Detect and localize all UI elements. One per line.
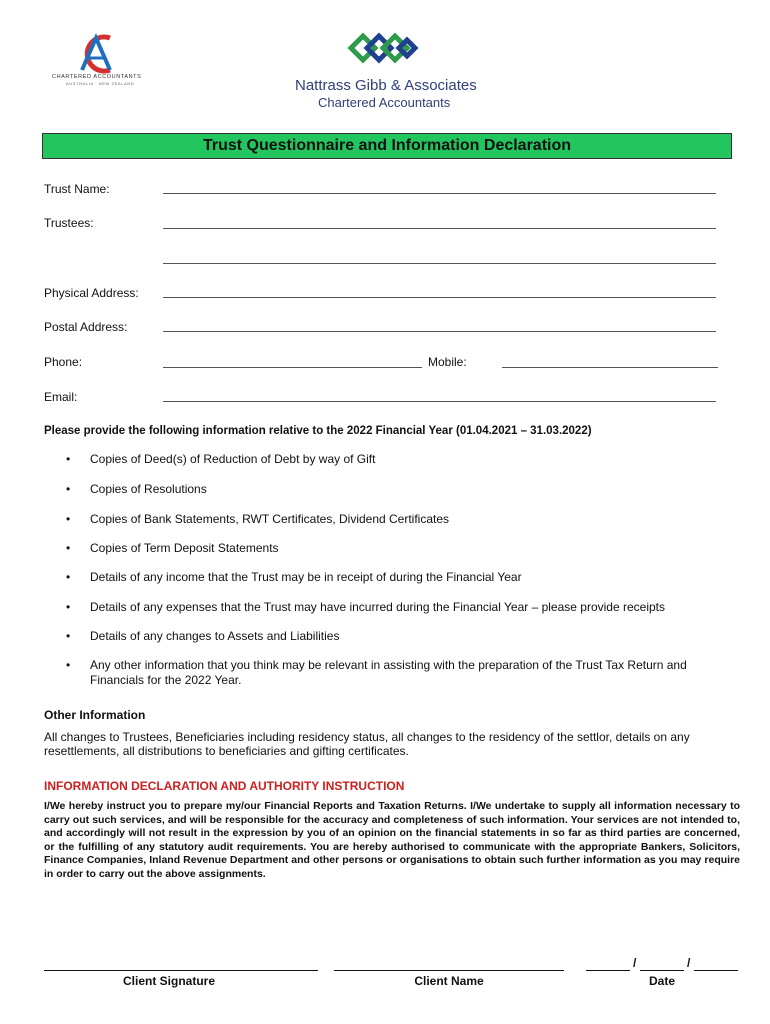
trustees-label: Trustees:: [44, 216, 94, 230]
list-item: Copies of Term Deposit Statements: [90, 541, 279, 555]
mobile-label: Mobile:: [428, 355, 467, 369]
postal-address-field[interactable]: [163, 331, 716, 332]
bullet-icon: •: [66, 658, 71, 672]
phone-label: Phone:: [44, 355, 83, 369]
request-heading: Please provide the following information relative to the 2022 Financial Year (01.04.2021 – 31.03.2022): [44, 425, 592, 437]
email-field[interactable]: [163, 401, 716, 402]
list-item: Copies of Deed(s) of Reduction of Debt by way of Gift: [90, 452, 376, 466]
bullet-icon: •: [66, 512, 71, 526]
email-label: Email:: [44, 390, 78, 404]
client-name-field[interactable]: [334, 970, 564, 971]
date-day-field[interactable]: [586, 970, 630, 971]
page-title: Trust Questionnaire and Information Declaration: [42, 133, 732, 159]
client-name-label: Client Name: [414, 974, 484, 988]
mobile-field[interactable]: [502, 367, 718, 368]
list-item: Details of any expenses that the Trust may have incurred during the Financial Year – please provide receipts: [90, 600, 665, 614]
interlocking-diamonds-icon: [345, 28, 421, 68]
ca-logo-name: CHARTERED ACCOUNTANTS: [52, 74, 142, 80]
bullet-icon: •: [66, 629, 71, 643]
declaration-text: I/We hereby instruct you to prepare my/our Financial Reports and Taxation Returns. I/We undertake to supply all information necessary to carry out such services, and will be responsible for the accuracy and completeness of such information. Your services are not intended to, and accordingly will not result in the expression by you of an opinion on the financial statements in so far as third parties are concerned, or the fulfilling of any statutory audit requirements. You are hereby authorised to communicate with the appropriate Bankers, Solicitors, Finance Companies, Inland Revenue Department and other persons or organisations to obtain such further information as you may require in order to carry out the above assignments.: [44, 800, 740, 880]
physical-address-label: Physical Address:: [44, 286, 139, 300]
bullet-icon: •: [66, 452, 71, 466]
physical-address-field[interactable]: [163, 297, 716, 298]
list-item: Copies of Resolutions: [90, 482, 207, 496]
date-label: Date: [648, 974, 675, 988]
trust-name-field[interactable]: [163, 193, 716, 194]
date-year-field[interactable]: [694, 970, 738, 971]
date-separator: /: [687, 956, 691, 970]
trust-name-label: Trust Name:: [44, 182, 110, 196]
list-item: Any other information that you think may be relevant in assisting with the preparation of the Trust Tax Return and Financials for the 2022 Year.: [90, 658, 687, 687]
firm-name: Nattrass Gibb & Associates: [295, 77, 477, 94]
firm-subtitle: Chartered Accountants: [318, 95, 451, 110]
other-info-heading: Other Information: [44, 708, 146, 722]
list-item: Details of any changes to Assets and Liabilities: [90, 629, 340, 643]
other-info-text: All changes to Trustees, Beneficiaries including residency status, all changes to the residency of the settlor, details on any resettlements, all distributions to beneficiaries and gifting certificates.: [44, 730, 690, 758]
bullet-icon: •: [66, 541, 71, 555]
bullet-icon: •: [66, 600, 71, 614]
ca-logo-region: AUSTRALIA · NEW ZEALAND: [66, 81, 135, 86]
list-item: Details of any income that the Trust may be in receipt of during the Financial Year: [90, 570, 522, 584]
client-signature-label: Client Signature: [122, 974, 215, 988]
postal-address-label: Postal Address:: [44, 320, 128, 334]
declaration-heading: INFORMATION DECLARATION AND AUTHORITY INSTRUCTION: [44, 779, 405, 793]
bullet-icon: •: [66, 482, 71, 496]
date-separator: /: [633, 956, 637, 970]
client-signature-field[interactable]: [44, 970, 318, 971]
date-month-field[interactable]: [640, 970, 684, 971]
trustees-field-2[interactable]: [163, 263, 716, 264]
bullet-icon: •: [66, 570, 71, 584]
phone-field[interactable]: [163, 367, 422, 368]
list-item: Copies of Bank Statements, RWT Certificates, Dividend Certificates: [90, 512, 450, 526]
trustees-field[interactable]: [163, 228, 716, 229]
